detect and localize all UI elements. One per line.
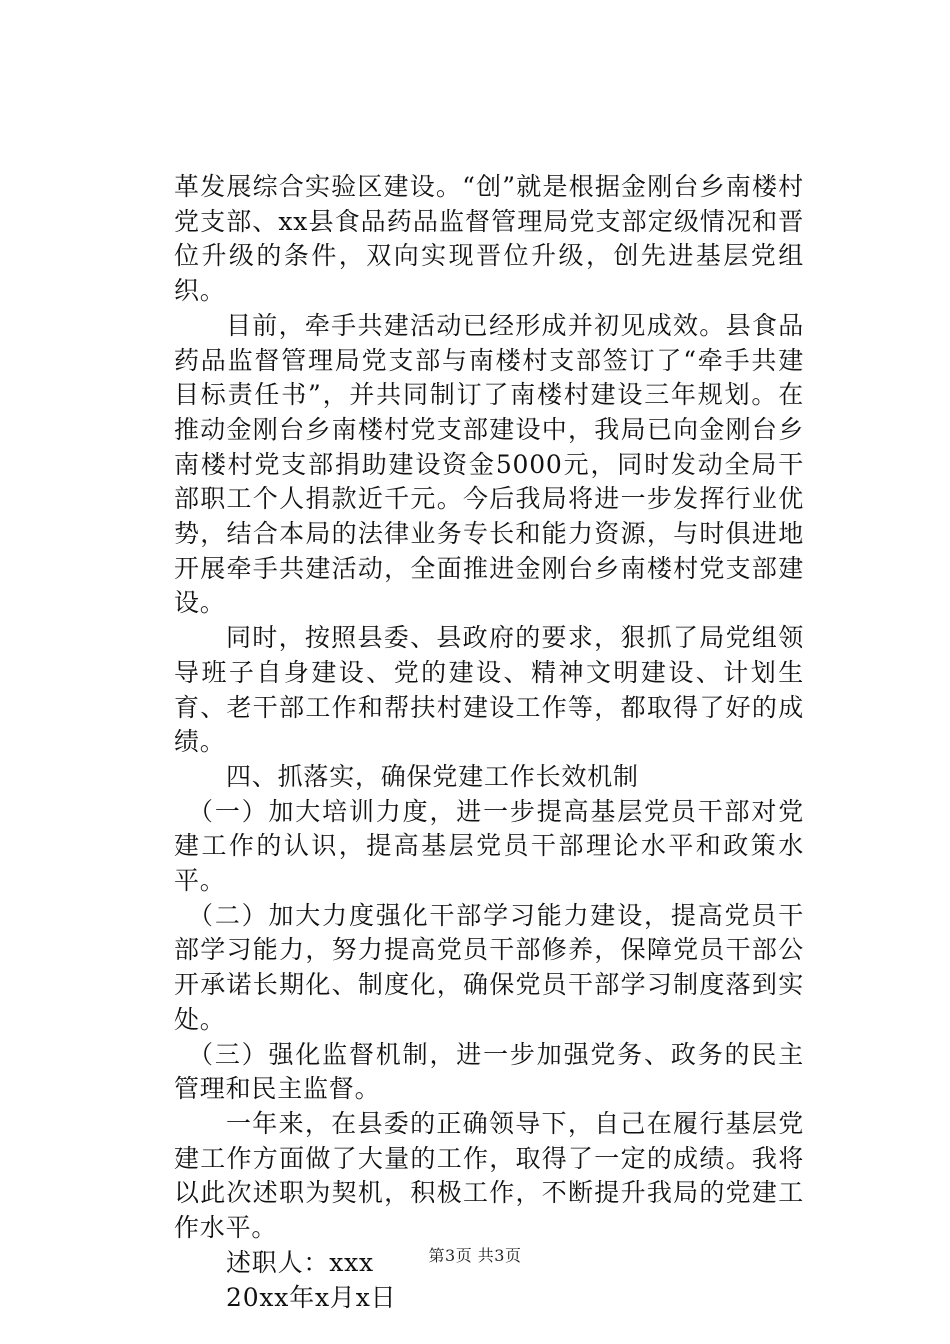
date-line: 20xx年x月x日 [226,1282,397,1312]
list-item: （一）加大培训力度，进一步提高基层党员干部对党建工作的认识，提高基层党员干部理论水平和政策水平。 [174,796,804,896]
paragraph-achievements: 同时，按照县委、县政府的要求，狠抓了局党组领导班子自身建设、党的建设、精神文明建设、计划生育、老干部工作和帮扶村建设工作等，都取得了好的成绩。 [174,623,804,757]
signature-line: 述职人：xxx [226,1247,374,1277]
list-item: （三）强化监督机制，进一步加强党务、政务的民主管理和民主监督。 [174,1039,804,1104]
section-heading: 四、抓落实，确保党建工作长效机制 [226,761,639,791]
list-item: （二）加大力度强化干部学习能力建设，提高党员干部学习能力，努力提高党员干部修养，保障党员干部公开承诺长期化、制度化，确保党员干部学习制度落到实处。 [174,900,804,1034]
page-footer: 第3页 共3页 [428,1246,522,1265]
document-body [174,170,804,1315]
paragraph-progress: 目前，牵手共建活动已经形成并初见成效。县食品药品监督管理局党支部与南楼村支部签订了“牵手共建目标责任书”，并共同制订了南楼村建设三年规划。在推动金刚台乡南楼村党支部建设中，我局已向金刚台乡南楼村党支部捐助建设资金5000元，同时发动全局干部职工个人捐款近千元。今后我局将进一步发挥行业优势，结合本局的法律业务专长和能力资源，与时俱进地开展牵手共建活动，全面推进金刚台乡南楼村党支部建设。 [174,310,804,618]
paragraph-summary: 一年来，在县委的正确领导下，自己在履行基层党建工作方面做了大量的工作，取得了一定的成绩。我将以此次述职为契机，积极工作，不断提升我局的党建工作水平。 [174,1108,804,1243]
paragraph-continuation: 革发展综合实验区建设。“创”就是根据金刚台乡南楼村党支部、xx县食品药品监督管理局党支部定级情况和晋位升级的条件，双向实现晋位升级，创先进基层党组织。 [174,172,804,306]
